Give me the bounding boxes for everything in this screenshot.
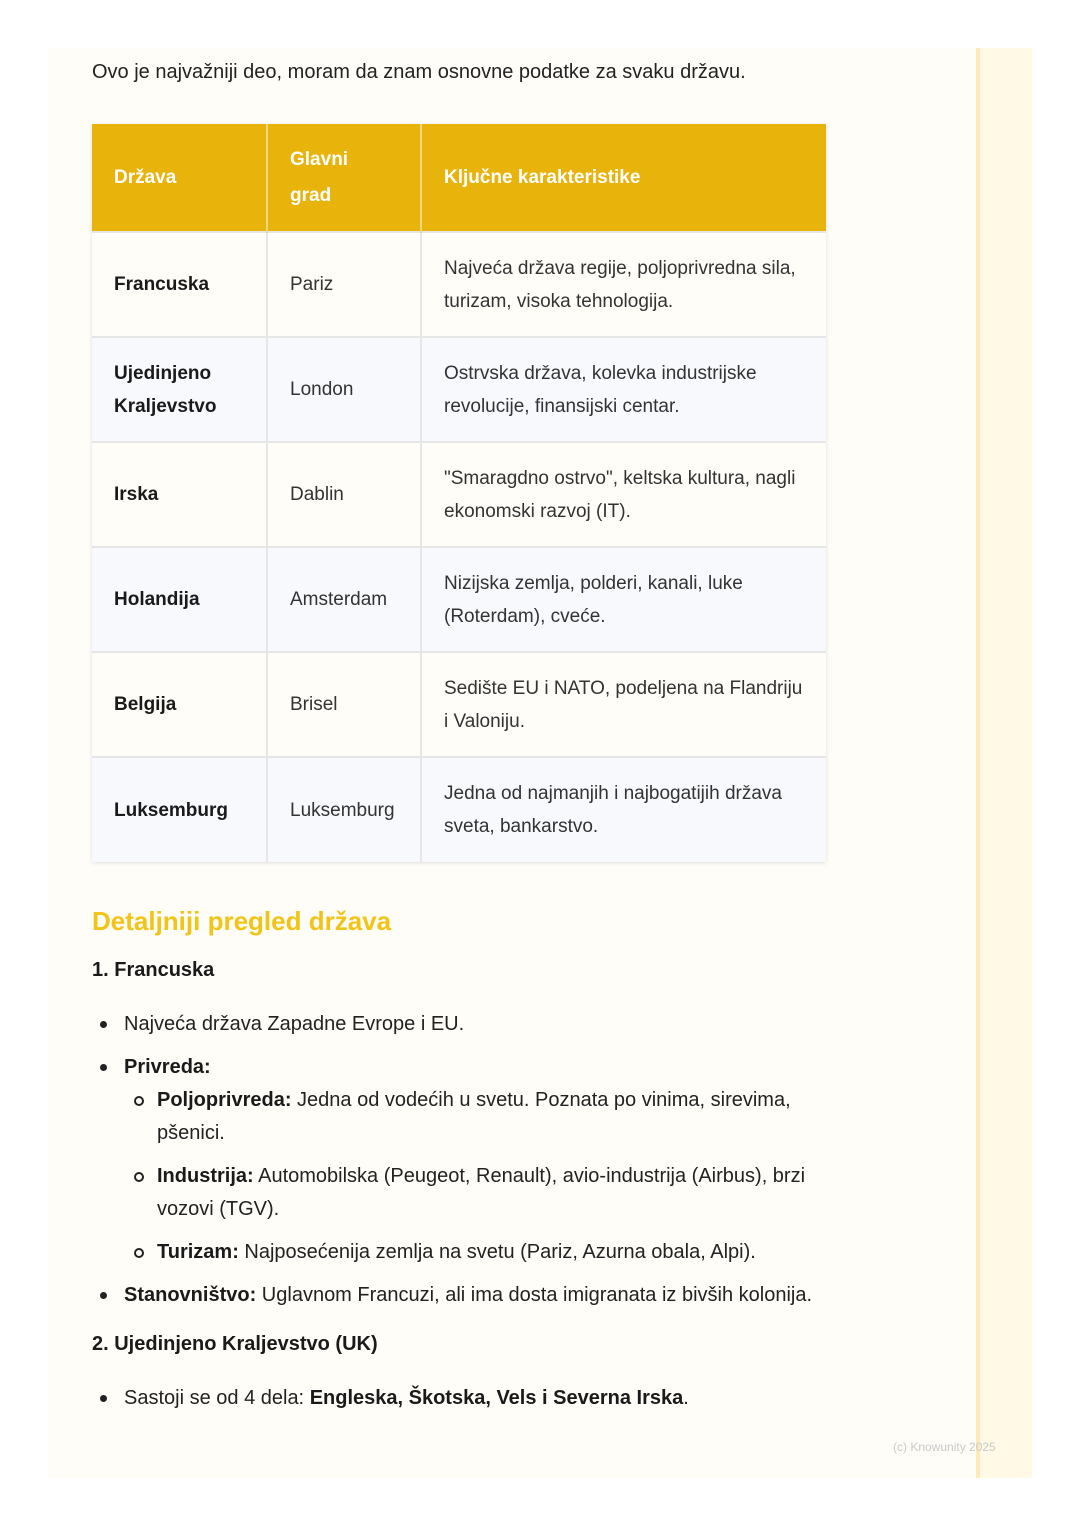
cell-description: Sedište EU i NATO, podeljena na Flandriju i Valoniju. [421, 652, 826, 757]
uk-title: 2. Ujedinjeno Kraljevstvo (UK) [92, 1333, 378, 1355]
table-row [92, 232, 826, 337]
list-item [124, 1008, 832, 1041]
table-row [92, 757, 826, 862]
list-item [157, 1236, 832, 1269]
cell-description: Nizijska zemlja, polderi, kanali, luke (Roterdam), cveće. [421, 547, 826, 652]
uk-parts: Engleska, Škotska, Vels i Severna Irska [309, 1387, 684, 1409]
france-fact: Najveća država Zapadne Evrope i EU. [124, 1013, 465, 1035]
document-content [92, 48, 832, 1425]
cell-description: "Smaragdno ostrvo", keltska kultura, nagli ekonomski razvoj (IT). [421, 442, 826, 547]
list-item [157, 1084, 832, 1150]
header-capital [267, 124, 421, 232]
list-item [124, 1382, 832, 1415]
economy-sub-list [124, 1084, 832, 1269]
cell-capital: London [267, 337, 421, 442]
industry-label: Industrija: [157, 1165, 254, 1187]
side-margin-bar [976, 48, 1032, 1478]
cell-capital: Dablin [267, 442, 421, 547]
cell-country: Luksemburg [92, 757, 267, 862]
cell-capital: Amsterdam [267, 547, 421, 652]
cell-country: Irska [92, 442, 267, 547]
cell-country: Holandija [92, 547, 267, 652]
table-row [92, 652, 826, 757]
list-item [124, 1051, 832, 1269]
cell-description: Ostrvska država, kolevka industrijske revolucije, finansijski centar. [421, 337, 826, 442]
cell-capital: Pariz [267, 232, 421, 337]
list-item [124, 1279, 832, 1312]
cell-description: Jedna od najmanjih i najbogatijih država sveta, bankarstvo. [421, 757, 826, 862]
agriculture-text: Jedna od vodećih u svetu. Poznata po vinima, sirevima, pšenici. [157, 1089, 791, 1144]
table-row [92, 442, 826, 547]
industry-text: Automobilska (Peugeot, Renault), avio-industrija (Airbus), brzi vozovi (TGV). [157, 1165, 806, 1220]
header-characteristics: Ključne karakteristike [421, 124, 826, 232]
population-label: Stanovništvo: [124, 1284, 257, 1306]
cell-capital: Luksemburg [267, 757, 421, 862]
cell-description: Najveća država regije, poljoprivredna sila, turizam, visoka tehnologija. [421, 232, 826, 337]
list-item [157, 1160, 832, 1226]
france-bullet-list [92, 1008, 832, 1312]
france-title: 1. Francuska [92, 959, 215, 981]
cell-country: Belgija [92, 652, 267, 757]
tourism-label: Turizam: [157, 1241, 239, 1263]
table-row [92, 337, 826, 442]
table-row [92, 547, 826, 652]
table-header-row [92, 124, 826, 232]
header-capital-text: Glavni grad [290, 148, 349, 206]
countries-table [92, 124, 826, 862]
economy-label: Privreda: [124, 1056, 211, 1078]
cell-country: Ujedinjeno Kraljevstvo [92, 337, 267, 442]
agriculture-label: Poljoprivreda: [157, 1089, 292, 1111]
uk-bullet-list [92, 1382, 832, 1415]
cell-country: Francuska [92, 232, 267, 337]
uk-fact-end: . [683, 1387, 689, 1409]
tourism-text: Najposećenija zemlja na svetu (Pariz, Azurna obala, Alpi). [238, 1241, 756, 1263]
cell-capital: Brisel [267, 652, 421, 757]
population-text: Uglavnom Francuzi, ali ima dosta imigranata iz bivših kolonija. [256, 1284, 813, 1306]
section-title: Detaljniji pregled država [92, 906, 392, 936]
uk-fact-text: Sastoji se od 4 dela: [124, 1387, 310, 1409]
copyright-watermark: (c) Knowunity 2025 [893, 1440, 996, 1454]
intro-text: Ovo je najvažniji deo, moram da znam osnovne podatke za svaku državu. [92, 61, 746, 83]
header-country: Država [92, 124, 267, 232]
